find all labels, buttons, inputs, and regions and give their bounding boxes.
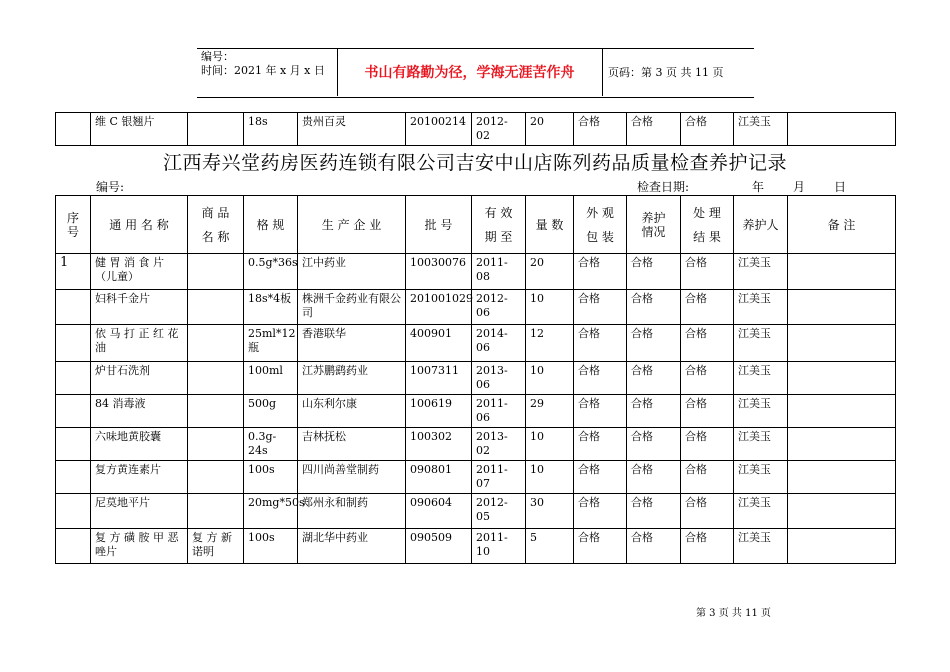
table-cell — [56, 290, 91, 325]
table-cell: 25ml*12 瓶 — [244, 325, 298, 362]
table-cell: 090604 — [406, 494, 472, 529]
table-cell: 5 — [526, 529, 574, 564]
table-cell: 江美玉 — [734, 494, 788, 529]
table-cell: 江美玉 — [734, 362, 788, 395]
table-cell: 合格 — [574, 290, 627, 325]
table-cell: 1 — [56, 254, 91, 290]
header-result-top: 处 理 — [693, 205, 721, 220]
table-cell: 合格 — [574, 494, 627, 529]
cell: 贵州百灵 — [298, 113, 406, 146]
table-cell: 依 马 打 正 红 花 油 — [91, 325, 188, 362]
table-cell: 合格 — [681, 362, 734, 395]
table-cell — [188, 428, 244, 461]
table-cell: 炉甘石洗剂 — [91, 362, 188, 395]
table-row — [56, 494, 896, 529]
table-cell — [788, 529, 896, 564]
table-cell: 10 — [526, 362, 574, 395]
table-cell: 400901 — [406, 325, 472, 362]
cell: 20100214 — [406, 113, 472, 146]
table-row — [56, 395, 896, 428]
table-row — [56, 325, 896, 362]
cell — [788, 113, 896, 146]
table-cell: 2013-06 — [472, 362, 526, 395]
table-cell: 合格 — [627, 461, 681, 494]
cell: 维 C 银翘片 — [91, 113, 188, 146]
table-cell: 合格 — [681, 254, 734, 290]
table-cell: 复方黄连素片 — [91, 461, 188, 494]
table-cell — [788, 290, 896, 325]
table-cell: 合格 — [627, 325, 681, 362]
table-cell: 吉林抚松 — [298, 428, 406, 461]
table-cell: 2013-02 — [472, 428, 526, 461]
table-cell: 合格 — [627, 529, 681, 564]
date-month: 月 — [793, 180, 806, 194]
table-cell: 2011-07 — [472, 461, 526, 494]
table-cell: 合格 — [627, 494, 681, 529]
date-day: 日 — [834, 180, 847, 194]
table-cell: 30 — [526, 494, 574, 529]
cell — [188, 113, 244, 146]
table-cell: 合格 — [574, 395, 627, 428]
table-cell — [56, 494, 91, 529]
table-cell: 100619 — [406, 395, 472, 428]
table-cell: 妇科千金片 — [91, 290, 188, 325]
table-cell — [188, 395, 244, 428]
table-cell: 500g — [244, 395, 298, 428]
header-care-bottom: 情况 — [641, 224, 666, 239]
table-row — [56, 113, 896, 146]
header-qty: 量 数 — [526, 196, 574, 254]
table-cell — [788, 362, 896, 395]
table-cell — [56, 529, 91, 564]
table-cell: 合格 — [574, 325, 627, 362]
table-cell: 090801 — [406, 461, 472, 494]
table-cell: 10030076 — [406, 254, 472, 290]
table-cell: 合格 — [627, 362, 681, 395]
header-keeper: 养护人 — [734, 196, 788, 254]
table-cell: 江美玉 — [734, 254, 788, 290]
table-cell: 健 胃 消 食 片（儿童） — [91, 254, 188, 290]
header-seq-top: 序 — [66, 210, 79, 225]
header-expiry-top: 有 效 — [484, 205, 513, 220]
table-cell: 湖北华中药业 — [298, 529, 406, 564]
table-cell — [188, 290, 244, 325]
table-cell: 株洲千金药业有限公司 — [298, 290, 406, 325]
header-care-top: 养护 — [641, 210, 666, 225]
table-cell: 合格 — [574, 529, 627, 564]
table-cell — [788, 395, 896, 428]
table-cell: 2011-08 — [472, 254, 526, 290]
header-expiry-bottom: 期 至 — [484, 229, 513, 244]
table-cell: 江美玉 — [734, 395, 788, 428]
table-cell — [188, 494, 244, 529]
table-cell: 复 方 磺 胺 甲 恶唑片 — [91, 529, 188, 564]
date-year: 年 — [752, 180, 765, 194]
table-cell: 12 — [526, 325, 574, 362]
table-cell: 江美玉 — [734, 428, 788, 461]
table-cell: 合格 — [627, 254, 681, 290]
header-look-top: 外 观 — [586, 205, 614, 220]
header-motto: 书山有路勤为径，学海无涯苦作舟 — [364, 65, 575, 81]
table-cell: 201001029 — [406, 290, 472, 325]
table-cell: 合格 — [681, 428, 734, 461]
table-cell — [188, 362, 244, 395]
table-cell: 尼莫地平片 — [91, 494, 188, 529]
header-spec: 格 规 — [244, 196, 298, 254]
table-cell: 合格 — [681, 290, 734, 325]
table-cell: 合格 — [574, 254, 627, 290]
table-cell: 合格 — [681, 325, 734, 362]
table-row — [56, 461, 896, 494]
table-cell: 29 — [526, 395, 574, 428]
cell — [56, 113, 91, 146]
table-cell — [788, 428, 896, 461]
header-seq — [56, 196, 91, 254]
table-cell: 10 — [526, 461, 574, 494]
table-cell: 090509 — [406, 529, 472, 564]
table-cell: 江苏鹏鹞药业 — [298, 362, 406, 395]
check-date-label: 检查日期: — [637, 180, 690, 194]
header-brand — [188, 196, 244, 254]
table-cell — [788, 494, 896, 529]
table-cell: 合格 — [574, 362, 627, 395]
table-cell: 江中药业 — [298, 254, 406, 290]
table-cell: 100ml — [244, 362, 298, 395]
table-cell: 10 — [526, 428, 574, 461]
header-time: 时间：2021 年 x 月 x 日 — [201, 64, 325, 77]
header-maker: 生 产 企 业 — [298, 196, 406, 254]
table-cell: 100s — [244, 461, 298, 494]
header-seq-bottom: 号 — [66, 224, 79, 239]
table-row — [56, 529, 896, 564]
table-cell: 100302 — [406, 428, 472, 461]
table-cell: 合格 — [627, 395, 681, 428]
table-cell: 合格 — [574, 461, 627, 494]
table-cell: 2011-06 — [472, 395, 526, 428]
table-row — [56, 428, 896, 461]
table-cell: 2012-05 — [472, 494, 526, 529]
table-cell: 84 消毒液 — [91, 395, 188, 428]
header-care — [627, 196, 681, 254]
table-cell: 10 — [526, 290, 574, 325]
header-brand-bottom: 名 称 — [201, 229, 230, 244]
table-cell: 合格 — [574, 428, 627, 461]
table-cell — [188, 254, 244, 290]
table-cell: 四川尚善堂制药 — [298, 461, 406, 494]
cell: 合格 — [681, 113, 734, 146]
table-cell — [56, 395, 91, 428]
table-cell: 0.3g-24s — [244, 428, 298, 461]
document-title: 江西寿兴堂药房医药连锁有限公司吉安中山店陈列药品质量检查养护记录 — [162, 152, 787, 174]
table-cell: 1007311 — [406, 362, 472, 395]
table-cell — [56, 362, 91, 395]
header-result — [681, 196, 734, 254]
table-cell: 合格 — [681, 529, 734, 564]
record-code-label: 编号: — [96, 180, 125, 194]
cell: 合格 — [627, 113, 681, 146]
table-cell — [56, 428, 91, 461]
header-left — [197, 48, 337, 96]
table-cell — [188, 325, 244, 362]
table-cell: 香港联华 — [298, 325, 406, 362]
table-cell: 复 方 新诺明 — [188, 529, 244, 564]
table-cell: 江美玉 — [734, 529, 788, 564]
table-cell: 合格 — [681, 461, 734, 494]
table-cell: 合格 — [627, 290, 681, 325]
header-code-label: 编号： — [201, 50, 234, 63]
table-cell: 20mg*50s — [244, 494, 298, 529]
table-cell: 江美玉 — [734, 461, 788, 494]
cell: 2012-02 — [472, 113, 526, 146]
table-cell: 2011-10 — [472, 529, 526, 564]
header-divider — [602, 48, 603, 96]
cell: 18s — [244, 113, 298, 146]
table-cell: 100s — [244, 529, 298, 564]
header-brand-top: 商 品 — [201, 205, 230, 220]
table-cell — [188, 461, 244, 494]
record-table — [55, 195, 896, 564]
table-row — [56, 290, 896, 325]
header-result-bottom: 结 果 — [693, 229, 721, 244]
table-row — [56, 362, 896, 395]
table-cell — [788, 254, 896, 290]
table-cell: 合格 — [627, 428, 681, 461]
table-row — [56, 254, 896, 290]
page-footer: 第 3 页 共 11 页 — [696, 608, 771, 619]
table-cell: 20 — [526, 254, 574, 290]
table-cell: 18s*4板 — [244, 290, 298, 325]
table-cell: 2012-06 — [472, 290, 526, 325]
header-expiry — [472, 196, 526, 254]
cell: 合格 — [574, 113, 627, 146]
table-cell: 合格 — [681, 395, 734, 428]
table-cell: 江美玉 — [734, 290, 788, 325]
header-name: 通 用 名 称 — [91, 196, 188, 254]
table-header-row — [56, 196, 896, 254]
table-cell — [56, 325, 91, 362]
header-batch: 批 号 — [406, 196, 472, 254]
header-note: 备 注 — [788, 196, 896, 254]
table-cell: 合格 — [681, 494, 734, 529]
table-body — [56, 254, 896, 564]
table-cell — [788, 325, 896, 362]
table-cell — [788, 461, 896, 494]
carry-over-table — [55, 112, 896, 146]
table-cell — [56, 461, 91, 494]
table-cell: 江美玉 — [734, 325, 788, 362]
table-cell: 2014-06 — [472, 325, 526, 362]
cell: 20 — [526, 113, 574, 146]
table-cell: 郑州永和制药 — [298, 494, 406, 529]
header-look — [574, 196, 627, 254]
table-cell: 0.5g*36s — [244, 254, 298, 290]
table-cell: 六味地黄胶囊 — [91, 428, 188, 461]
header-look-bottom: 包 装 — [586, 229, 614, 244]
header-page-info: 页码：第 3 页 共 11 页 — [608, 66, 724, 79]
cell: 江美玉 — [734, 113, 788, 146]
table-cell: 山东利尔康 — [298, 395, 406, 428]
